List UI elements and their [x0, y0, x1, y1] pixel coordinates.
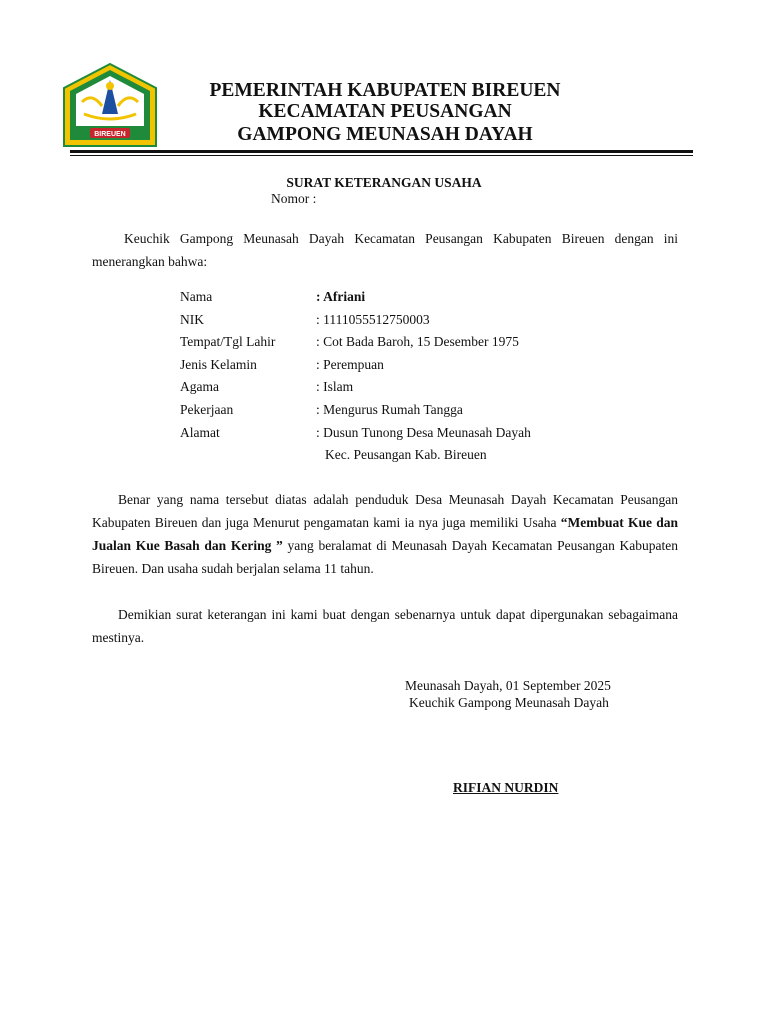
- field-label-occupation: Pekerjaan: [180, 402, 234, 417]
- field-value-gender: : Perempuan: [316, 357, 384, 372]
- business-name: “Membuat Kue dan Jualan Kue Basah dan Kering ”: [92, 515, 678, 553]
- field-label-birth: Tempat/Tgl Lahir: [180, 334, 276, 349]
- field-value-occupation: : Mengurus Rumah Tangga: [316, 402, 463, 417]
- header-government: PEMERINTAH KABUPATEN BIREUEN: [209, 80, 561, 101]
- header-village: GAMPONG MEUNASAH DAYAH: [237, 124, 533, 145]
- field-label-nik: NIK: [180, 312, 204, 327]
- field-value-address-line2: Kec. Peusangan Kab. Bireuen: [325, 447, 487, 462]
- logo-text: BIREUEN: [94, 131, 126, 138]
- field-value-religion: : Islam: [316, 379, 354, 394]
- document-number: Nomor :: [271, 191, 317, 206]
- body-paragraph: Benar yang nama tersebut diatas adalah penduduk Desa Meunasah Dayah Kecamatan Peusangan Kabupaten Bireuen dan juga Menurut pengamatan kami ia nya juga memiliki Usaha “Membuat Kue dan Jualan Kue Basah dan Kering ” yang beralamat di Meunasah Dayah Kecamatan Peusangan Kabupaten Bireuen. Dan usaha sudah berjalan selama 11 tahun.: [92, 492, 678, 576]
- closing-paragraph: Demikian surat keterangan ini kami buat dengan sebenarnya untuk dapat dipergunakan sebagaimana mestinya.: [92, 607, 678, 645]
- intro-paragraph: Keuchik Gampong Meunasah Dayah Kecamatan Peusangan Kabupaten Bireuen dengan ini menerangkan bahwa:: [92, 231, 678, 269]
- field-label-gender: Jenis Kelamin: [180, 357, 257, 372]
- header-divider-thin: [70, 155, 693, 156]
- header-district: KECAMATAN PEUSANGAN: [258, 101, 512, 122]
- field-value-address: : Dusun Tunong Desa Meunasah Dayah: [316, 425, 531, 440]
- signer-name: RIFIAN NURDIN: [453, 780, 559, 795]
- signer-title: Keuchik Gampong Meunasah Dayah: [409, 695, 609, 710]
- document-title: SURAT KETERANGAN USAHA: [286, 175, 482, 190]
- field-label-religion: Agama: [180, 379, 219, 394]
- header-divider-thick: [70, 150, 693, 153]
- field-value-nama: : Afriani: [316, 289, 366, 304]
- field-label-address: Alamat: [180, 425, 220, 440]
- field-label-nama: Nama: [180, 289, 213, 304]
- field-value-nik: : 1111055512750003: [316, 312, 430, 327]
- place-date: Meunasah Dayah, 01 September 2025: [405, 678, 611, 693]
- field-value-birth: : Cot Bada Baroh, 15 Desember 1975: [316, 334, 519, 349]
